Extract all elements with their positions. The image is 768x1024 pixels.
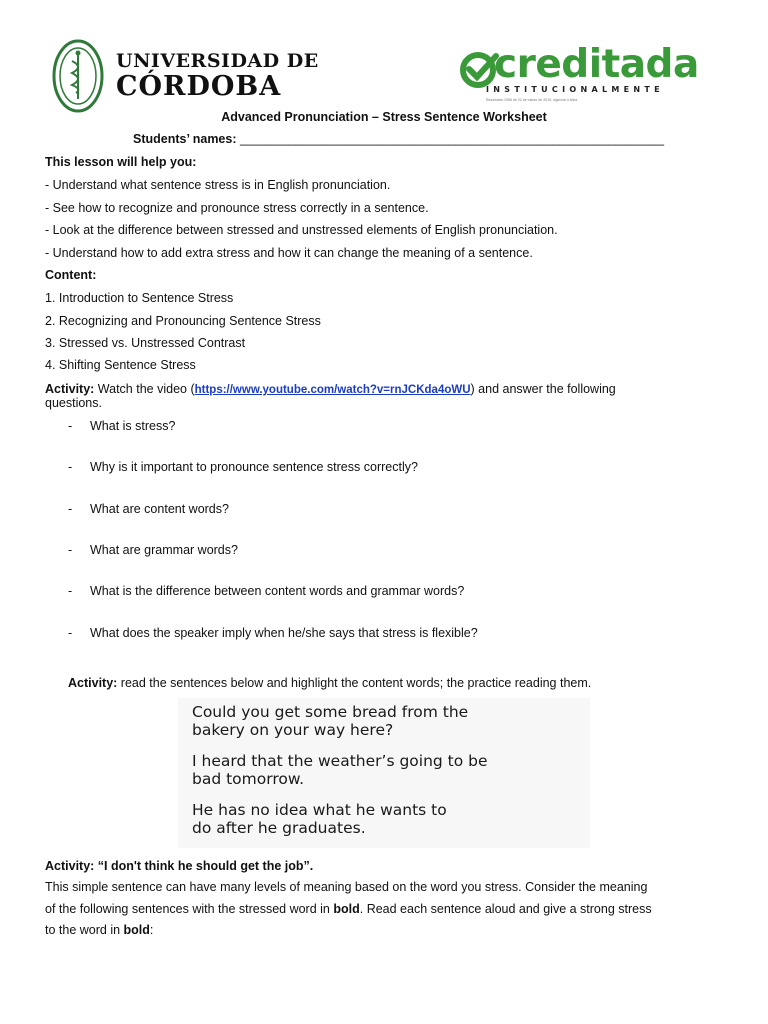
content-item: 4. Shifting Sentence Stress	[45, 358, 196, 372]
sentence-item	[192, 704, 576, 739]
video-link[interactable]: https://www.youtube.com/watch?v=rnJCKda4oWU	[194, 384, 471, 396]
acreditada-fine-print: Resolución 2056 de 22 de marzo de 2019, vigencia 4 años	[486, 98, 578, 102]
sentence-line: bad tomorrow.	[192, 769, 305, 788]
lesson-point: - Understand how to add extra stress and how it can change the meaning of a sentence.	[45, 246, 533, 260]
question-text: What are grammar words?	[90, 543, 238, 557]
question-text: What does the speaker imply when he/she says that stress is flexible?	[90, 626, 478, 640]
students-label: Students’ names:	[133, 132, 237, 146]
lesson-point: - See how to recognize and pronounce stress correctly in a sentence.	[45, 201, 429, 215]
activity1-instruction	[45, 382, 616, 396]
lesson-point: - Understand what sentence stress is in English pronunciation.	[45, 178, 391, 192]
sentence-line: Could you get some bread from the	[192, 703, 469, 721]
activity3-line3	[45, 920, 735, 942]
students-blank: _____________________________________________________________	[239, 132, 665, 146]
lesson-heading: This lesson will help you:	[45, 155, 197, 169]
activity3-line2	[45, 899, 735, 921]
content-item: 3. Stressed vs. Unstressed Contrast	[45, 336, 246, 350]
sentence-line: bakery on your way here?	[192, 720, 394, 739]
bold-word: bold	[333, 901, 360, 916]
activity2-text: read the sentences below and highlight the content words; the practice reading them.	[117, 676, 592, 690]
question-item: - What is stress?	[68, 419, 176, 433]
university-name-line1: UNIVERSIDAD DE	[116, 50, 319, 72]
acreditada-word: creditada	[494, 42, 699, 87]
sentence-line: I heard that the weather’s going to be	[192, 752, 488, 770]
acreditada-logo	[458, 42, 716, 108]
activity3-text: to the word in	[45, 923, 124, 937]
question-text: What is the difference between content words and grammar words?	[90, 584, 465, 598]
lesson-point: - Look at the difference between stressed and unstressed elements of English pronunciation.	[45, 223, 558, 237]
question-item: - Why is it important to pronounce sentence stress correctly?	[68, 460, 418, 474]
university-name	[116, 50, 319, 102]
page-header	[0, 0, 768, 110]
activity1-text-after: ) and answer the following	[470, 382, 616, 396]
content-item: 2. Recognizing and Pronouncing Sentence Stress	[45, 314, 321, 328]
activity2-instruction	[68, 676, 591, 690]
question-item: - What does the speaker imply when he/she says that stress is flexible?	[68, 626, 478, 640]
activity1-label: Activity:	[45, 382, 95, 396]
activity2-label: Activity:	[68, 676, 118, 690]
university-seal-icon	[52, 39, 104, 113]
sentence-line: He has no idea what he wants to	[192, 801, 447, 819]
question-item: - What are grammar words?	[68, 543, 238, 557]
activity3-text: . Read each sentence aloud and give a strong stress	[359, 901, 652, 916]
activity1-line2: questions.	[45, 396, 102, 410]
sentence-item	[192, 802, 576, 837]
worksheet-title: Advanced Pronunciation – Stress Sentence Worksheet	[221, 110, 547, 124]
students-names-line	[133, 132, 664, 146]
sentences-image	[178, 698, 590, 848]
sentence-line: do after he graduates.	[192, 818, 366, 837]
activity3-line1: This simple sentence can have many levels of meaning based on the word you stress. Consider the meaning	[45, 880, 648, 894]
activity3-heading: Activity: “I don't think he should get the job”.	[45, 859, 314, 873]
activity1-text-before: Watch the video (	[94, 382, 195, 396]
sentence-item	[192, 753, 576, 788]
activity3-text: of the following sentences with the stressed word in	[45, 901, 334, 916]
question-item: - What are content words?	[68, 502, 229, 516]
question-item: - What is the difference between content words and grammar words?	[68, 584, 465, 598]
bold-word: bold	[123, 923, 150, 937]
activity3-paragraph	[45, 877, 735, 942]
question-text: What is stress?	[90, 419, 176, 433]
university-name-line2: CÓRDOBA	[116, 71, 282, 102]
content-item: 1. Introduction to Sentence Stress	[45, 291, 234, 305]
acreditada-subtitle: INSTITUCIONALMENTE	[486, 85, 664, 94]
question-text: What are content words?	[90, 502, 229, 516]
content-heading: Content:	[45, 268, 97, 282]
activity3-text: :	[149, 923, 154, 937]
question-text: Why is it important to pronounce sentence stress correctly?	[90, 460, 418, 474]
